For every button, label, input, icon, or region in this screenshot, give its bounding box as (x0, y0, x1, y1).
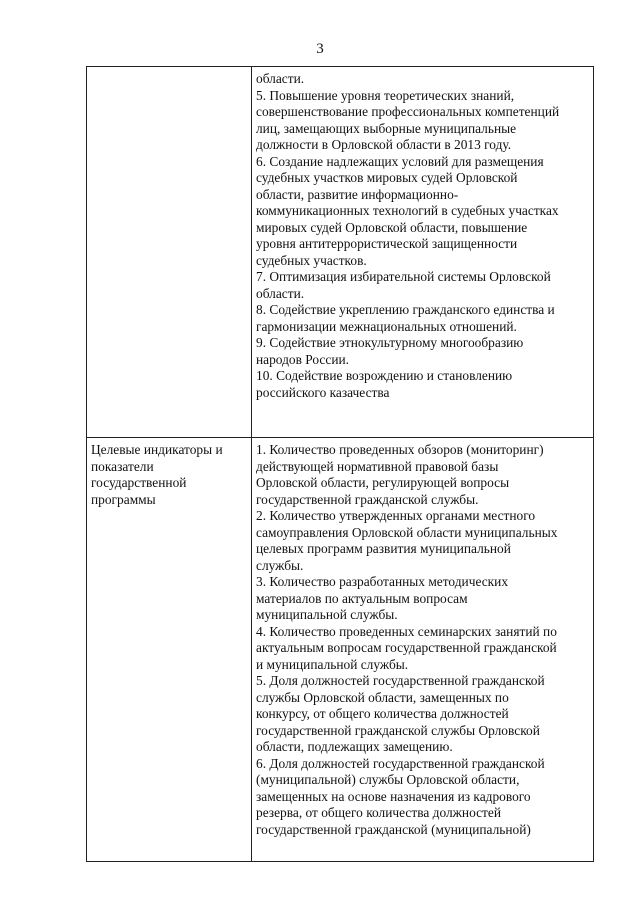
text-line: области, подлежащих замещению. (256, 739, 453, 754)
text-line: и муниципальной службы. (256, 656, 409, 672)
text-line: лиц, замещающих выборные муниципальные (256, 120, 517, 136)
text-line: судебных участков мировых судей Орловской (256, 170, 518, 185)
text-line: 8. Содействие укреплению гражданского единства и (256, 302, 555, 317)
text-line: гармонизации межнациональных отношений. (256, 318, 517, 334)
text-line: программы (91, 491, 156, 507)
text-line: государственной гражданской службы Орловской (256, 722, 540, 738)
text-line: области. (256, 285, 305, 301)
page-number: 3 (316, 41, 324, 57)
text-line: уровня антитеррористической защищенности (256, 236, 518, 251)
text-line: 6. Создание надлежащих условий для размещения (256, 153, 544, 169)
text-line: Целевые индикаторы и (91, 442, 223, 457)
text-line: актуальным вопросам государственной гражданской (256, 640, 557, 655)
text-line: 7. Оптимизация избирательной системы Орловской (256, 269, 551, 284)
row2-label-cell (87, 438, 252, 862)
text-line: целевых программ развития муниципальной (256, 541, 511, 556)
program-passport-table (86, 66, 594, 862)
text-line: 2. Количество утвержденных органами местного (256, 508, 536, 523)
text-line: 5. Повышение уровня теоретических знаний, (256, 87, 515, 103)
text-line: 10. Содействие возрождению и становлению (256, 368, 513, 383)
table-row-indicators (87, 438, 594, 862)
text-line: государственной гражданской службы. (256, 491, 479, 507)
text-line: российского казачества (256, 384, 390, 400)
text-line: службы. (256, 557, 304, 573)
text-line: 4. Количество проведенных семинарских занятий по (256, 623, 557, 639)
text-line: государственной (91, 475, 187, 490)
row1-label-cell (87, 67, 252, 438)
text-line: замещенных на основе назначения из кадрового (256, 788, 531, 804)
row1-content-cell (252, 67, 594, 438)
text-line: области. (256, 71, 305, 86)
text-line: области, развитие информационно- (256, 186, 459, 202)
text-line: конкурсу, от общего количества должностей (256, 706, 509, 721)
text-line: судебных участков. (256, 252, 367, 268)
text-line: службы Орловской области, замещенных по (256, 689, 509, 705)
text-line: 6. Доля должностей государственной гражданской (256, 755, 545, 771)
text-line: муниципальной службы. (256, 607, 398, 622)
text-line: мировых судей Орловской области, повышение (256, 219, 528, 235)
text-line: (муниципальной) службы Орловской области, (256, 772, 520, 787)
text-line: 3. Количество разработанных методических (256, 574, 509, 589)
text-line: Орловской области, регулирующей вопросы (256, 475, 510, 490)
text-line: должности в Орловской области в 2013 году. (256, 137, 512, 152)
text-line: коммуникационных технологий в судебных участках (256, 203, 559, 218)
text-line: 1. Количество проведенных обзоров (мониторинг) (256, 442, 544, 457)
text-line: 9. Содействие этнокультурному многообразию (256, 335, 524, 350)
text-line: самоуправления Орловской области муниципальных (256, 524, 558, 540)
text-line: совершенствование профессиональных компетенций (256, 104, 560, 119)
text-line: народов России. (256, 351, 350, 367)
table-row-objectives (87, 67, 594, 438)
text-line: резерва, от общего количества должностей (256, 805, 501, 820)
text-line: 5. Доля должностей государственной гражданской (256, 673, 545, 688)
text-line: материалов по актуальным вопросам (256, 590, 468, 606)
text-line: показатели (91, 458, 154, 474)
text-line: действующей нормативной правовой базы (256, 458, 499, 474)
row2-content-cell (252, 438, 594, 862)
text-line: государственной гражданской (муниципальной) (256, 821, 531, 837)
